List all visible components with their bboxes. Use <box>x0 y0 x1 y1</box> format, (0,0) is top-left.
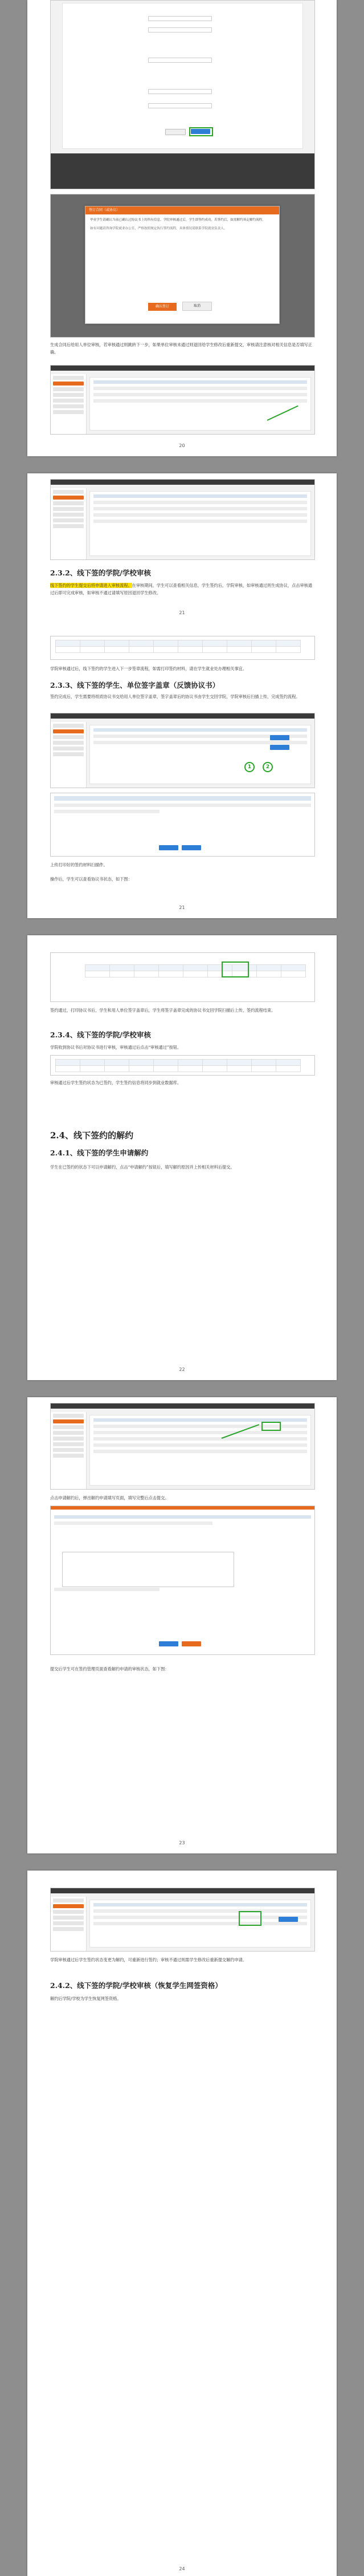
sidebar <box>51 1897 87 1951</box>
upload-button[interactable] <box>270 735 289 740</box>
sign-contract-modal <box>85 206 280 324</box>
screenshot-sign-status <box>50 952 315 1002</box>
screenshot-signing-form <box>50 0 315 189</box>
sidebar <box>51 1412 87 1489</box>
document-page-2 <box>27 473 337 918</box>
paragraph: 学院审核通过后，线下签约的学生进入下一步签章流程，如需打印签约材料，请在学生就业处办理相关事宜。 <box>50 666 247 671</box>
modal-notice: 如有问题请咨询学院就业办公室，严格按照规定执行签约流程，具体情况请联系学院就业负责人。 <box>90 227 227 230</box>
form-field[interactable] <box>148 58 212 63</box>
form-field[interactable] <box>148 16 212 21</box>
section-heading: 2.3.3、线下签的学生、单位签字盖章（反馈协议书） <box>50 681 220 689</box>
caption: 点击申请解约后，弹出解约申请填写页面，填写完整后点击提交。 <box>50 1495 169 1500</box>
form-row <box>54 1588 159 1591</box>
caption: 操作后，学生可以查看协议书状态，如下图： <box>50 877 132 882</box>
step-marker: 1 <box>244 762 255 772</box>
paragraph: 审核通过后学生签约状态为已签约，学生签约信息将同步到就业数据库。 <box>50 1080 182 1085</box>
top-nav <box>51 1888 314 1893</box>
section-heading: 2.4.1、线下签的学生申请解约 <box>50 1149 149 1157</box>
section-heading: 2.4.2、线下签的学院/学校审核（恢复学生网签资格） <box>50 1981 222 1990</box>
caption: 提交后学生可在签约管理页面查看解约申请的审核状态，如下图： <box>50 1666 169 1672</box>
review-table <box>55 1059 301 1072</box>
screenshot-review-table <box>50 636 315 660</box>
paragraph: 学院审核通过后学生签约状态变更为解约，可重新进行签约；审核不通过则需学生修改后重新提交解约申请。 <box>50 1957 247 1962</box>
top-nav <box>51 366 314 371</box>
form-row <box>54 1522 212 1525</box>
submit-button[interactable] <box>159 1641 178 1646</box>
footer-bar <box>51 153 314 189</box>
top-nav <box>51 1403 314 1409</box>
page-number: 21 <box>179 905 185 910</box>
form-panel <box>62 3 303 149</box>
page-number: 22 <box>179 1367 185 1372</box>
cancel-button[interactable]: 取消 <box>182 302 212 311</box>
screenshot-school-review <box>50 1055 315 1076</box>
highlight-box <box>222 962 249 977</box>
page-number: 21 <box>179 610 185 615</box>
modal-title: 签订合同（或协议） <box>85 206 279 214</box>
screenshot-cancel-form <box>50 1506 315 1655</box>
page-number: 20 <box>179 443 185 448</box>
section-heading: 2.3.2、线下签的学院/学校审核 <box>50 569 151 577</box>
top-nav <box>51 713 314 719</box>
dialog-row <box>54 804 311 807</box>
top-nav <box>51 480 314 485</box>
review-table <box>55 640 301 653</box>
screenshot-sign-modal <box>50 194 315 338</box>
modal-body: 毕业学生请确认当前已确认过协议书上的所有信息，学院审核通过后，学生即签约成功，若签约后，如需解约须走解约流程。 <box>90 218 265 222</box>
confirm-button[interactable]: 确认签订 <box>148 303 177 311</box>
paragraph <box>50 582 314 597</box>
upload-panel <box>89 725 311 784</box>
paragraph: 签约通过，打印协议书后，学生和用人单位签字盖章后，学生将签字盖章完成的协议书交回学院扫描后上传，签约流程结束。 <box>50 1008 276 1013</box>
list-panel <box>89 1900 311 1948</box>
screenshot-upload-dialog <box>50 793 315 857</box>
document-page-3 <box>27 935 337 1380</box>
caption: 上传打印好的签约材料扫描件。 <box>50 862 108 867</box>
step-marker: 2 <box>263 762 273 772</box>
cancel-button[interactable] <box>182 1641 201 1646</box>
upload-button[interactable] <box>270 745 289 750</box>
status-table <box>85 964 306 977</box>
confirm-button[interactable] <box>159 845 178 850</box>
paragraph: 解约后学院/学校为学生恢复网签资格。 <box>50 1996 121 2001</box>
list-panel <box>89 377 311 431</box>
form-field[interactable] <box>148 103 212 108</box>
form-field[interactable] <box>148 27 212 33</box>
page-number: 24 <box>179 2566 185 2571</box>
screenshot-upload <box>50 713 315 788</box>
paragraph: 学院收到协议书后对协议书进行审核，审核通过后点击“审核通过”按钮。 <box>50 1045 182 1050</box>
form-field[interactable] <box>148 89 212 94</box>
screenshot-signing-list <box>50 365 315 435</box>
sidebar <box>51 488 87 559</box>
list-panel <box>89 491 311 556</box>
form-header <box>51 1506 314 1510</box>
reason-textarea[interactable] <box>62 1552 234 1587</box>
paragraph: 签约完成后，学生需要将纸质协议书交给用人单位签字盖章，签字盖章后的协议书由学生交回学院，学院审核后扫描上传，完成签约流程。 <box>50 694 300 699</box>
document-page-1 <box>27 0 337 456</box>
save-button[interactable] <box>165 129 186 135</box>
paragraph-text: 在审核期间，学生可以查看相关信息，学生签约后，学院审核，如审核通过则生成协议，点击审核通过后即可完成审核，如审核不通过请填写原因退回学生修改。 <box>50 583 313 595</box>
sidebar <box>51 722 87 788</box>
paragraph: 生成合同后给用人单位审核，若审核通过则跳转下一步，如果单位审核未通过则退回给学生修改后重新提交，审核请注意核对相关信息是否填写正确。 <box>50 342 313 355</box>
page-number: 23 <box>179 1840 185 1845</box>
paragraph: 学生在已签约的状态下可以申请解约，点击“申请解约”按钮后，填写解约原因并上传相关材料后提交。 <box>50 1165 235 1170</box>
section-heading: 2.3.4、线下签的学院/学校审核 <box>50 1031 151 1039</box>
cancel-button[interactable] <box>182 845 201 850</box>
screenshot-cancel-list <box>50 1403 315 1490</box>
document-page-5 <box>27 1871 337 2576</box>
dialog-header <box>54 796 311 801</box>
highlighted-text: 线下签约的学生提交后将申请进入审核流程。 <box>50 583 132 588</box>
chapter-heading: 2.4、线下签约的解约 <box>50 1130 134 1141</box>
highlight-box <box>239 1911 261 1926</box>
action-button[interactable] <box>279 1917 298 1922</box>
sidebar <box>51 374 87 434</box>
screenshot-cancel-status <box>50 1888 315 1952</box>
highlight-box <box>261 1422 281 1431</box>
highlight-box <box>189 127 213 136</box>
screenshot-review-list <box>50 479 315 560</box>
dialog-row <box>54 810 159 813</box>
document-page-4 <box>27 1397 337 1853</box>
form-row <box>54 1515 311 1519</box>
